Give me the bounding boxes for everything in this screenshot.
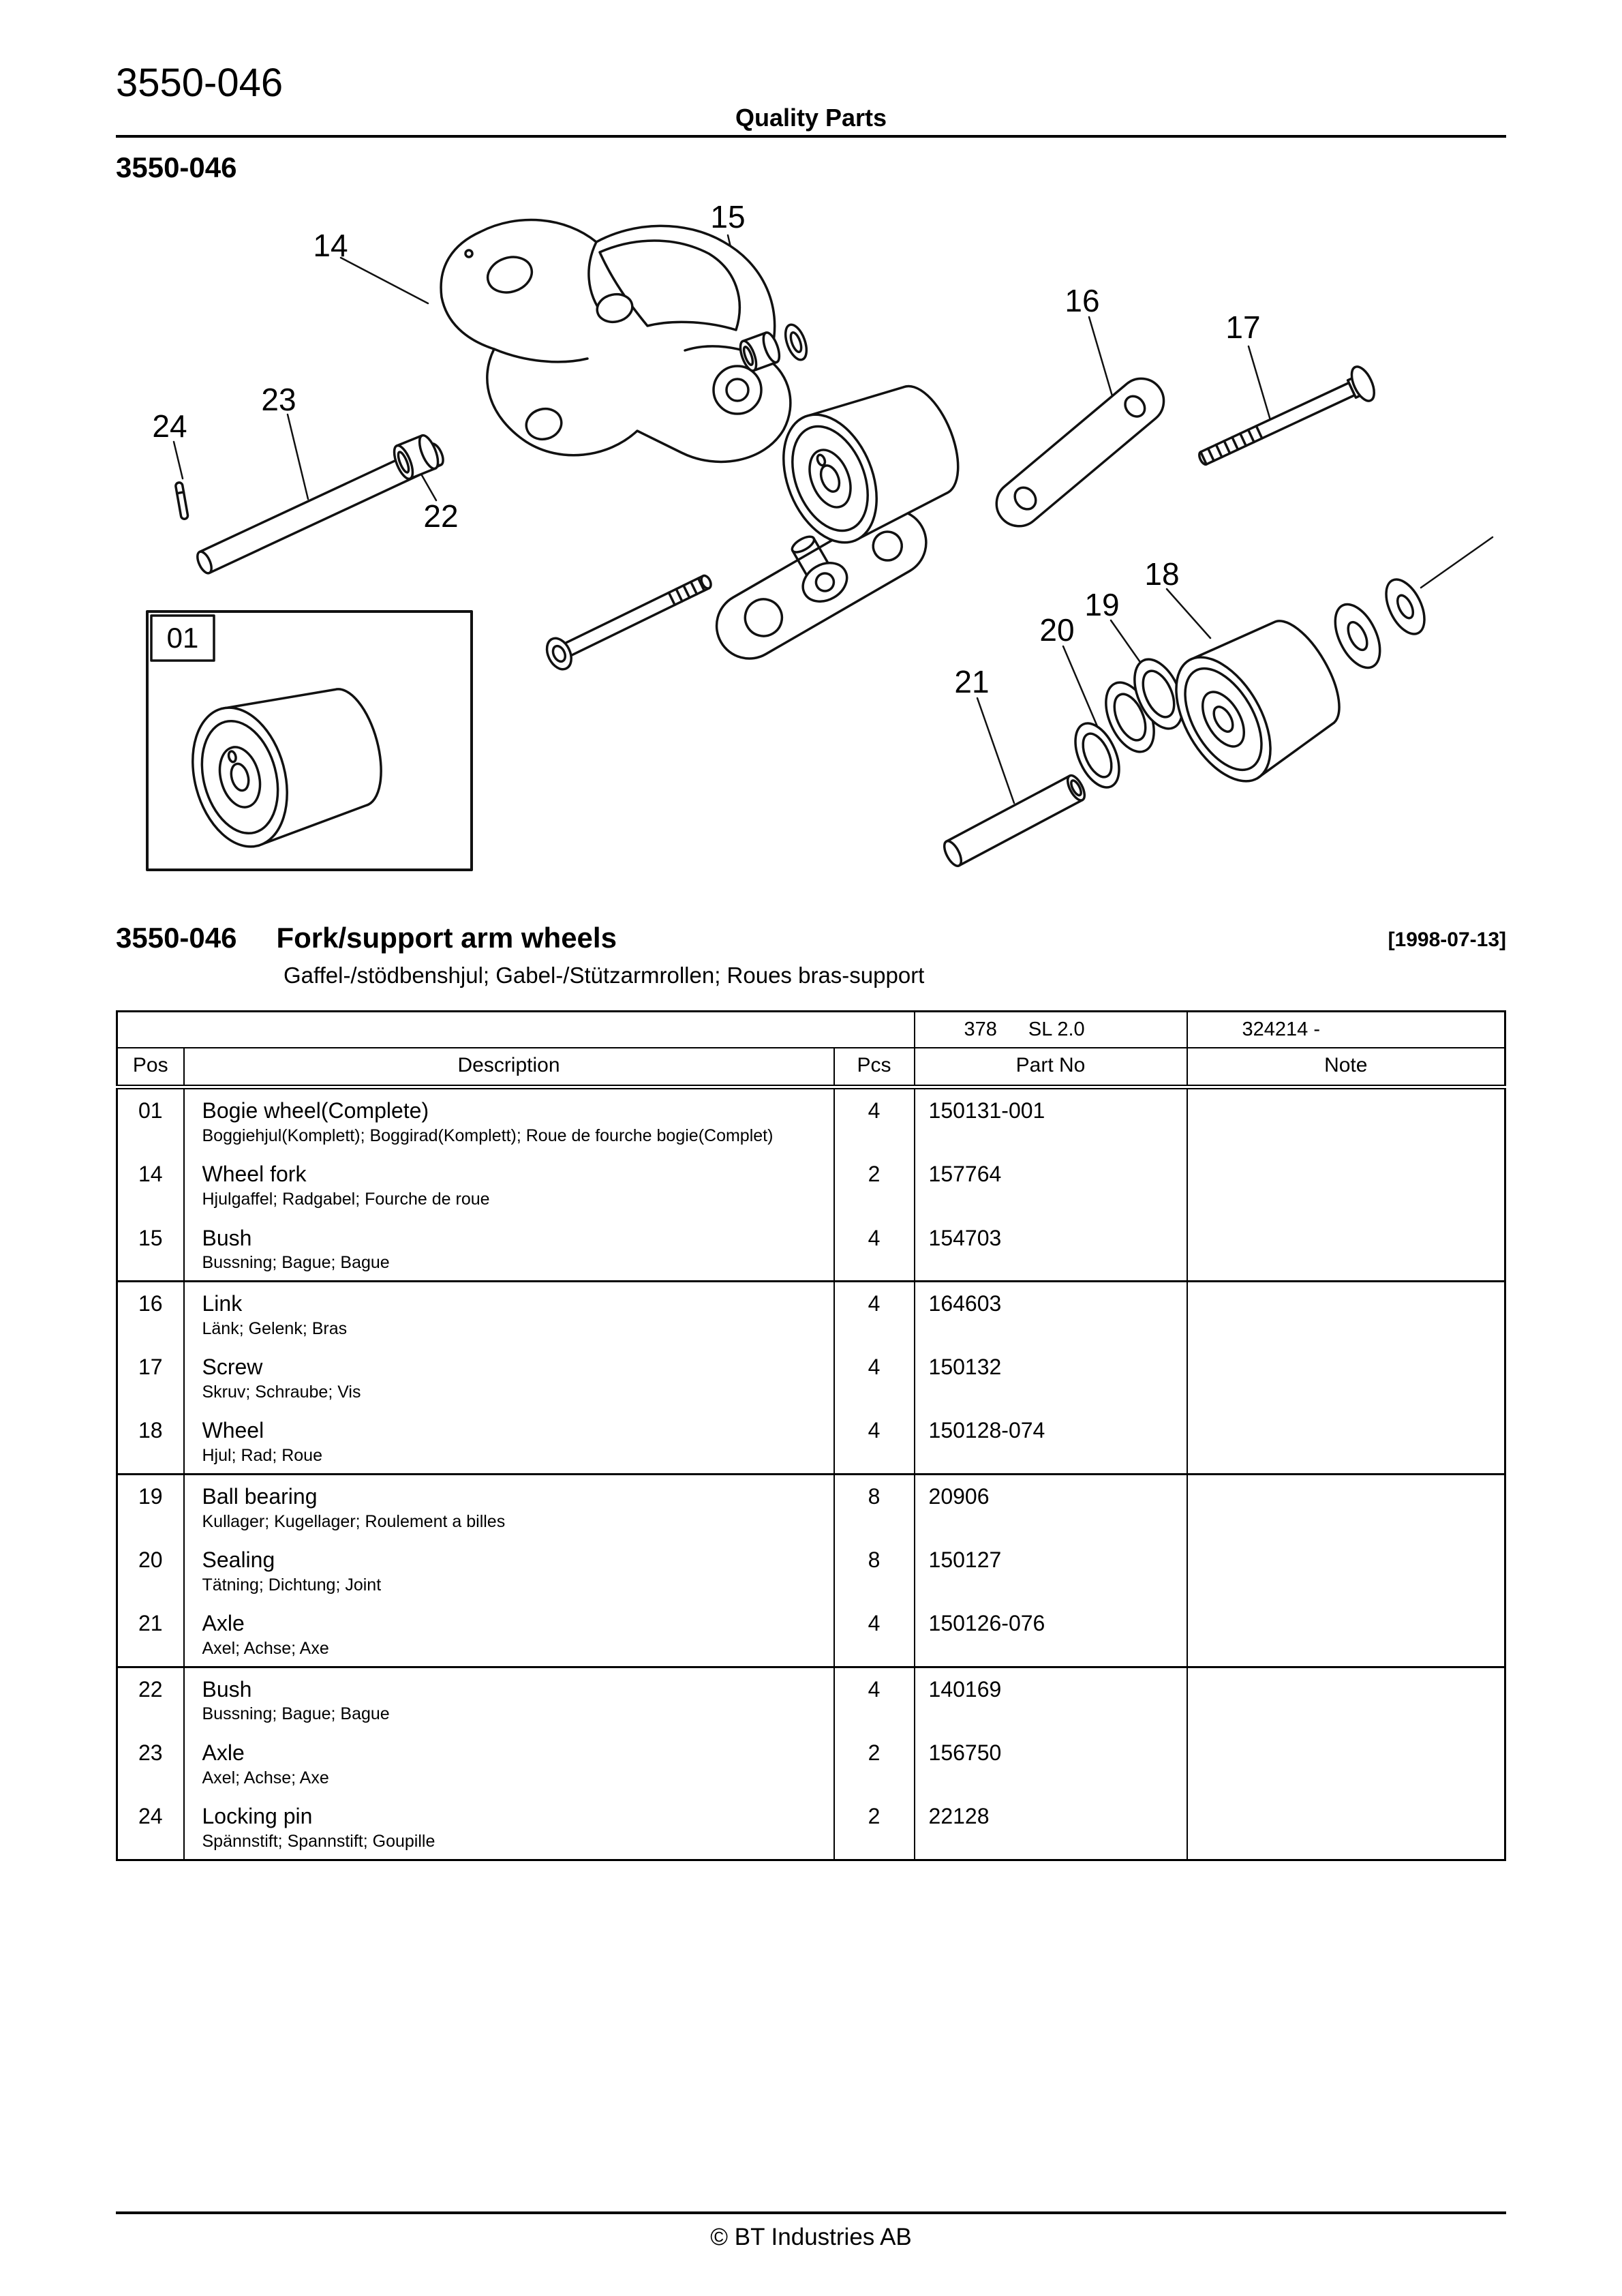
row-description-main: Bush xyxy=(202,1676,252,1702)
row-partno: 22128 xyxy=(915,1795,1187,1860)
row-description-translations: Hjulgaffel; Radgabel; Fourche de roue xyxy=(202,1190,490,1209)
row-description xyxy=(184,1087,834,1153)
row-pcs: 4 xyxy=(834,1602,915,1667)
row-description-translations: Skruv; Schraube; Vis xyxy=(202,1382,361,1402)
callout-20: 20 xyxy=(1039,612,1075,648)
row-pcs: 8 xyxy=(834,1474,915,1539)
table-meta-row xyxy=(117,1012,1505,1048)
col-header-description: Description xyxy=(184,1048,834,1087)
row-pos: 24 xyxy=(117,1795,184,1860)
row-note xyxy=(1187,1346,1505,1409)
part-link-16 xyxy=(988,369,1173,535)
part-washer-15 xyxy=(782,322,811,363)
callout-21: 21 xyxy=(954,664,990,699)
row-pos: 19 xyxy=(117,1474,184,1539)
section-heading-title: Fork/support arm wheels xyxy=(276,922,617,954)
row-partno: 140169 xyxy=(915,1667,1187,1732)
header-rule xyxy=(116,135,1506,138)
row-pos: 20 xyxy=(117,1539,184,1602)
row-description-translations: Bussning; Bague; Bague xyxy=(202,1704,390,1724)
meta-serial-cell: 324214 - xyxy=(1187,1012,1505,1048)
meta-empty-cell xyxy=(117,1012,915,1048)
row-partno: 150132 xyxy=(915,1346,1187,1409)
row-description xyxy=(184,1732,834,1795)
row-description xyxy=(184,1539,834,1602)
callout-24: 24 xyxy=(152,408,187,444)
row-description-translations: Axel; Achse; Axe xyxy=(202,1639,329,1659)
footer-copyright: © BT Industries AB xyxy=(710,2224,912,2250)
row-pos: 01 xyxy=(117,1087,184,1153)
table-row xyxy=(117,1795,1505,1860)
row-description xyxy=(184,1153,834,1216)
doc-number: 3550-046 xyxy=(116,61,284,105)
row-note xyxy=(1187,1217,1505,1282)
callout-22: 22 xyxy=(423,498,459,534)
row-pos: 18 xyxy=(117,1409,184,1474)
row-pcs: 4 xyxy=(834,1217,915,1282)
table-row xyxy=(117,1474,1505,1539)
row-description-translations: Bussning; Bague; Bague xyxy=(202,1253,390,1273)
row-partno: 164603 xyxy=(915,1281,1187,1346)
part-screw-lower xyxy=(542,566,717,674)
row-note xyxy=(1187,1474,1505,1539)
row-description-main: Axle xyxy=(202,1740,245,1765)
row-description-main: Sealing xyxy=(202,1547,275,1573)
row-description xyxy=(184,1795,834,1860)
callout-17: 17 xyxy=(1225,309,1261,345)
header-title: Quality Parts xyxy=(735,104,887,132)
callout-14: 14 xyxy=(313,228,348,263)
meta-code: 378 xyxy=(964,1018,997,1040)
exploded-diagram xyxy=(0,164,1622,913)
section-code: 3550-046 xyxy=(116,151,237,183)
row-description-main: Screw xyxy=(202,1355,263,1380)
part-axle-21 xyxy=(941,773,1088,868)
callout-15: 15 xyxy=(710,199,746,235)
row-pos: 16 xyxy=(117,1281,184,1346)
table-row xyxy=(117,1087,1505,1153)
row-description-main: Link xyxy=(202,1290,243,1316)
row-note xyxy=(1187,1087,1505,1153)
row-note xyxy=(1187,1281,1505,1346)
row-partno: 150127 xyxy=(915,1539,1187,1602)
row-pcs: 4 xyxy=(834,1087,915,1153)
part-bogie-wheel-center xyxy=(766,368,975,556)
row-note xyxy=(1187,1602,1505,1667)
row-note xyxy=(1187,1539,1505,1602)
part-wheel-fork-14 xyxy=(441,220,791,462)
row-pos: 21 xyxy=(117,1602,184,1667)
row-pcs: 4 xyxy=(834,1409,915,1474)
table-header-row xyxy=(117,1048,1505,1087)
table-row xyxy=(117,1346,1505,1409)
row-pos: 17 xyxy=(117,1346,184,1409)
row-pos: 14 xyxy=(117,1153,184,1216)
row-description-translations: Axel; Achse; Axe xyxy=(202,1768,329,1787)
callout-16: 16 xyxy=(1065,283,1100,318)
row-pcs: 4 xyxy=(834,1667,915,1732)
row-description xyxy=(184,1409,834,1474)
row-partno: 154703 xyxy=(915,1217,1187,1282)
row-description xyxy=(184,1602,834,1667)
row-pcs: 2 xyxy=(834,1795,915,1860)
row-partno: 20906 xyxy=(915,1474,1187,1539)
footer-rule xyxy=(116,2211,1506,2214)
table-row xyxy=(117,1602,1505,1667)
row-description xyxy=(184,1667,834,1732)
row-partno: 150126-076 xyxy=(915,1602,1187,1667)
meta-model: SL 2.0 xyxy=(1028,1018,1085,1040)
section-heading-code: 3550-046 xyxy=(116,922,237,954)
row-description-main: Bogie wheel(Complete) xyxy=(202,1098,429,1123)
row-description-translations: Kullager; Kugellager; Roulement a billes xyxy=(202,1511,506,1531)
col-header-partno: Part No xyxy=(915,1048,1187,1087)
part-washers-right xyxy=(1326,573,1433,675)
row-pcs: 2 xyxy=(834,1153,915,1216)
exploded-view-svg xyxy=(0,164,1622,913)
row-pos: 23 xyxy=(117,1732,184,1795)
section-date: [1998-07-13] xyxy=(1388,928,1506,951)
row-description-main: Bush xyxy=(202,1225,252,1250)
row-description-translations: Boggiehjul(Komplett); Boggirad(Komplett); Roue de fourche bogie(Complet) xyxy=(202,1126,774,1145)
row-description xyxy=(184,1281,834,1346)
table-row xyxy=(117,1217,1505,1282)
row-partno: 150131-001 xyxy=(915,1087,1187,1153)
parts-table-body xyxy=(117,1087,1505,1860)
row-note xyxy=(1187,1667,1505,1732)
row-note xyxy=(1187,1795,1505,1860)
row-description-translations: Spännstift; Spannstift; Goupille xyxy=(202,1832,435,1852)
row-description-main: Wheel xyxy=(202,1418,264,1443)
row-description-main: Wheel fork xyxy=(202,1162,307,1187)
row-description-translations: Länk; Gelenk; Bras xyxy=(202,1318,348,1338)
callout-19: 19 xyxy=(1084,587,1120,622)
row-description-translations: Tätning; Dichtung; Joint xyxy=(202,1575,382,1595)
part-screw-17 xyxy=(1193,363,1379,477)
row-note xyxy=(1187,1153,1505,1216)
part-wheel-18 xyxy=(1157,602,1358,797)
inset-label-01: 01 xyxy=(166,622,199,654)
section-heading xyxy=(116,922,617,954)
row-partno: 157764 xyxy=(915,1153,1187,1216)
row-pcs: 4 xyxy=(834,1281,915,1346)
parts-table xyxy=(116,1010,1506,1861)
table-row xyxy=(117,1281,1505,1346)
row-description-main: Locking pin xyxy=(202,1804,313,1829)
row-description xyxy=(184,1346,834,1409)
row-pcs: 8 xyxy=(834,1539,915,1602)
row-description-main: Axle xyxy=(202,1611,245,1636)
row-note xyxy=(1187,1409,1505,1474)
row-description-translations: Hjul; Rad; Roue xyxy=(202,1446,322,1466)
row-pcs: 2 xyxy=(834,1732,915,1795)
table-row xyxy=(117,1409,1505,1474)
col-header-pcs: Pcs xyxy=(834,1048,915,1087)
row-description xyxy=(184,1217,834,1282)
table-row xyxy=(117,1732,1505,1795)
row-pos: 22 xyxy=(117,1667,184,1732)
callout-23: 23 xyxy=(261,382,296,417)
part-bogie-wheel-inset xyxy=(178,672,395,858)
row-pcs: 4 xyxy=(834,1346,915,1409)
row-partno: 156750 xyxy=(915,1732,1187,1795)
row-pos: 15 xyxy=(117,1217,184,1282)
row-description xyxy=(184,1474,834,1539)
table-row xyxy=(117,1539,1505,1602)
row-partno: 150128-074 xyxy=(915,1409,1187,1474)
part-locking-pin-24 xyxy=(175,482,188,519)
col-header-note: Note xyxy=(1187,1048,1505,1087)
meta-model-cell xyxy=(915,1012,1187,1048)
callout-18: 18 xyxy=(1144,556,1180,592)
table-row xyxy=(117,1667,1505,1732)
col-header-pos: Pos xyxy=(117,1048,184,1087)
table-row xyxy=(117,1153,1505,1216)
section-subtitle: Gaffel-/stödbenshjul; Gabel-/Stützarmrollen; Roues bras-support xyxy=(284,963,925,988)
row-note xyxy=(1187,1732,1505,1795)
row-description-main: Ball bearing xyxy=(202,1483,318,1509)
